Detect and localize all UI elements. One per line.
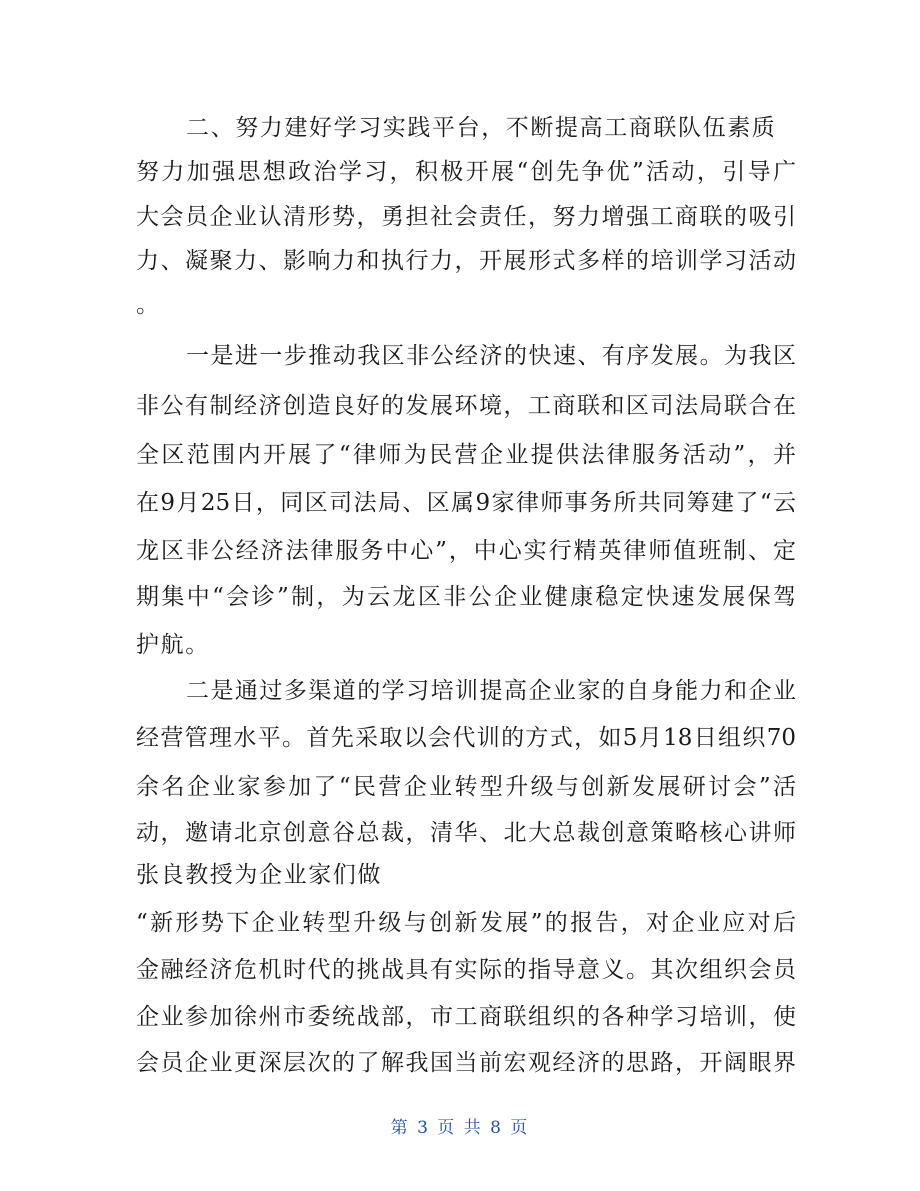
body-line: 龙区非公经济法律服务中心”，中心实行精英律师值班制、定 — [136, 538, 796, 564]
body-line: 。 — [136, 292, 161, 318]
body-line: 在9月25日，同区司法局、区属9家律师事务所共同筹建了“云 — [136, 490, 796, 516]
body-line: 非公有制经济创造良好的发展环境，工商联和区司法局联合在 — [136, 393, 796, 419]
body-line: 企业参加徐州市委统战部，市工商联组织的各种学习培训，使 — [136, 1004, 796, 1030]
body-line: 动，邀请北京创意谷总裁，清华、北大总裁创意策略核心讲师 — [136, 820, 796, 846]
body-line: 张良教授为企业家们做 — [136, 862, 382, 888]
body-line: 护航。 — [136, 632, 210, 658]
body-line: 期集中“会诊”制，为云龙区非公企业健康稳定快速发展保驾 — [136, 584, 796, 610]
body-line: 全区范围内开展了“律师为民营企业提供法律服务活动”，并 — [136, 442, 796, 468]
body-line: 力、凝聚力、影响力和执行力，开展形式多样的培训学习活动 — [136, 248, 796, 274]
body-line: 金融经济危机时代的挑战具有实际的指导意义。其次组织会员 — [136, 957, 796, 983]
body-line: “新形势下企业转型升级与创新发展”的报告，对企业应对后 — [136, 910, 796, 936]
section-heading: 二、努力建好学习实践平台，不断提高工商联队伍素质 — [186, 115, 777, 141]
body-line: 大会员企业认清形势，勇担社会责任，努力增强工商联的吸引 — [136, 204, 796, 230]
body-line: 经营管理水平。首先采取以会代训的方式，如5月18日组织70 — [136, 725, 796, 751]
paragraph-start-line: 二是通过多渠道的学习培训提高企业家的自身能力和企业 — [186, 678, 796, 704]
body-line: 余名企业家参加了“民营企业转型升级与创新发展研讨会”活 — [136, 774, 796, 800]
page-number-footer: 第 3 页 共 8 页 — [390, 1118, 530, 1138]
body-line: 会员企业更深层次的了解我国当前宏观经济的思路，开阔眼界 — [136, 1050, 796, 1076]
paragraph-start-line: 一是进一步推动我区非公经济的快速、有序发展。为我区 — [186, 343, 796, 369]
body-line: 努力加强思想政治学习，积极开展“创先争优”活动，引导广 — [136, 159, 796, 185]
